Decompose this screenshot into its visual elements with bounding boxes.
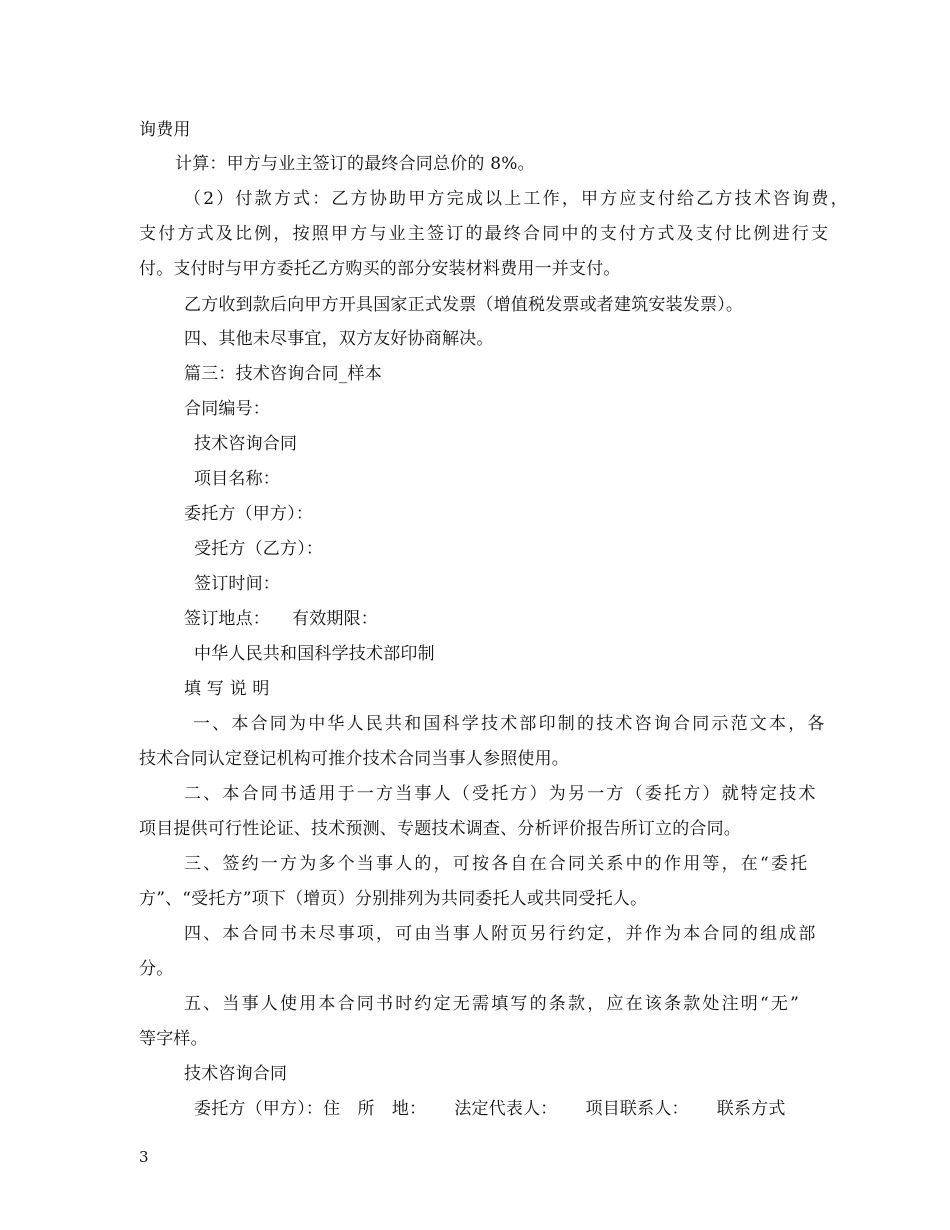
text-line: 签订时间： (194, 574, 280, 594)
text-line (184, 609, 378, 629)
sign-place-label: 签订地点： (184, 609, 270, 629)
text-line: 技术咨询合同 (194, 434, 298, 454)
text-line: 乙方收到款后向甲方开具国家正式发票（增值税发票或者建筑安装发票）。 (184, 295, 744, 315)
text-line: 询费用 (139, 120, 191, 140)
text-line: 四、其他未尽事宜，双方友好协商解决。 (184, 329, 494, 349)
text-line: 项目提供可行性论证、技术预测、专题技术调查、分析评价报告所订立的合同。 (139, 819, 741, 839)
project-contact-label: 项目联系人： (585, 1099, 689, 1119)
text-line: 计算：甲方与业主签订的最终合同总价的 8%。 (175, 154, 535, 174)
text-line: 方”、“受托方”项下（增页）分别排列为共同委托人或共同受托人。 (139, 889, 648, 909)
text-line: 项目名称： (194, 469, 280, 489)
section-heading: 篇三：技术咨询合同_样本 (184, 364, 382, 384)
text-line: （2）付款方式：乙方协助甲方完成以上工作，甲方应支付给乙方技术咨询费， (184, 189, 850, 209)
text-line: 支付方式及比例，按照甲方与业主签订的最终合同中的支付方式及支付比例进行支 (139, 224, 831, 244)
text-line: 五、当事人使用本合同书时约定无需填写的条款，应在该条款处注明“无” (184, 994, 801, 1014)
contact-method-label: 联系方式 (716, 1099, 786, 1119)
section-heading: 填 写 说 明 (184, 679, 270, 699)
text-line: 受托方（乙方）： (194, 539, 324, 559)
text-line: 二、本合同书适用于一方当事人（受托方）为另一方（委托方）就特定技术 (184, 784, 818, 804)
text-line: 中华人民共和国科学技术部印制 (194, 644, 435, 664)
text-line: 委托方（甲方）： (184, 504, 314, 524)
text-line: 等字样。 (139, 1029, 208, 1049)
text-line: 一、本合同为中华人民共和国科学技术部印制的技术咨询合同示范文本，各 (193, 714, 827, 734)
text-line: 合同编号： (184, 399, 270, 419)
validity-label: 有效期限： (292, 609, 378, 629)
text-line: 分。 (139, 959, 174, 979)
text-line: 技术合同认定登记机构可推介技术合同当事人参照使用。 (139, 749, 569, 769)
text-line: 四、本合同书未尽事项，可由当事人附页另行约定，并作为本合同的组成部 (184, 924, 818, 944)
client-address-label: 委托方（甲方）：住 所 地： (194, 1099, 427, 1119)
legal-rep-label: 法定代表人： (454, 1099, 558, 1119)
page-number: 3 (139, 1148, 149, 1166)
text-line: 三、签约一方为多个当事人的，可按各自在合同关系中的作用等，在“委托 (184, 854, 810, 874)
text-line: 付。支付时与甲方委托乙方购买的部分安装材料费用一并支付。 (139, 259, 621, 279)
text-line (194, 1099, 786, 1119)
section-heading: 技术咨询合同 (184, 1064, 288, 1084)
